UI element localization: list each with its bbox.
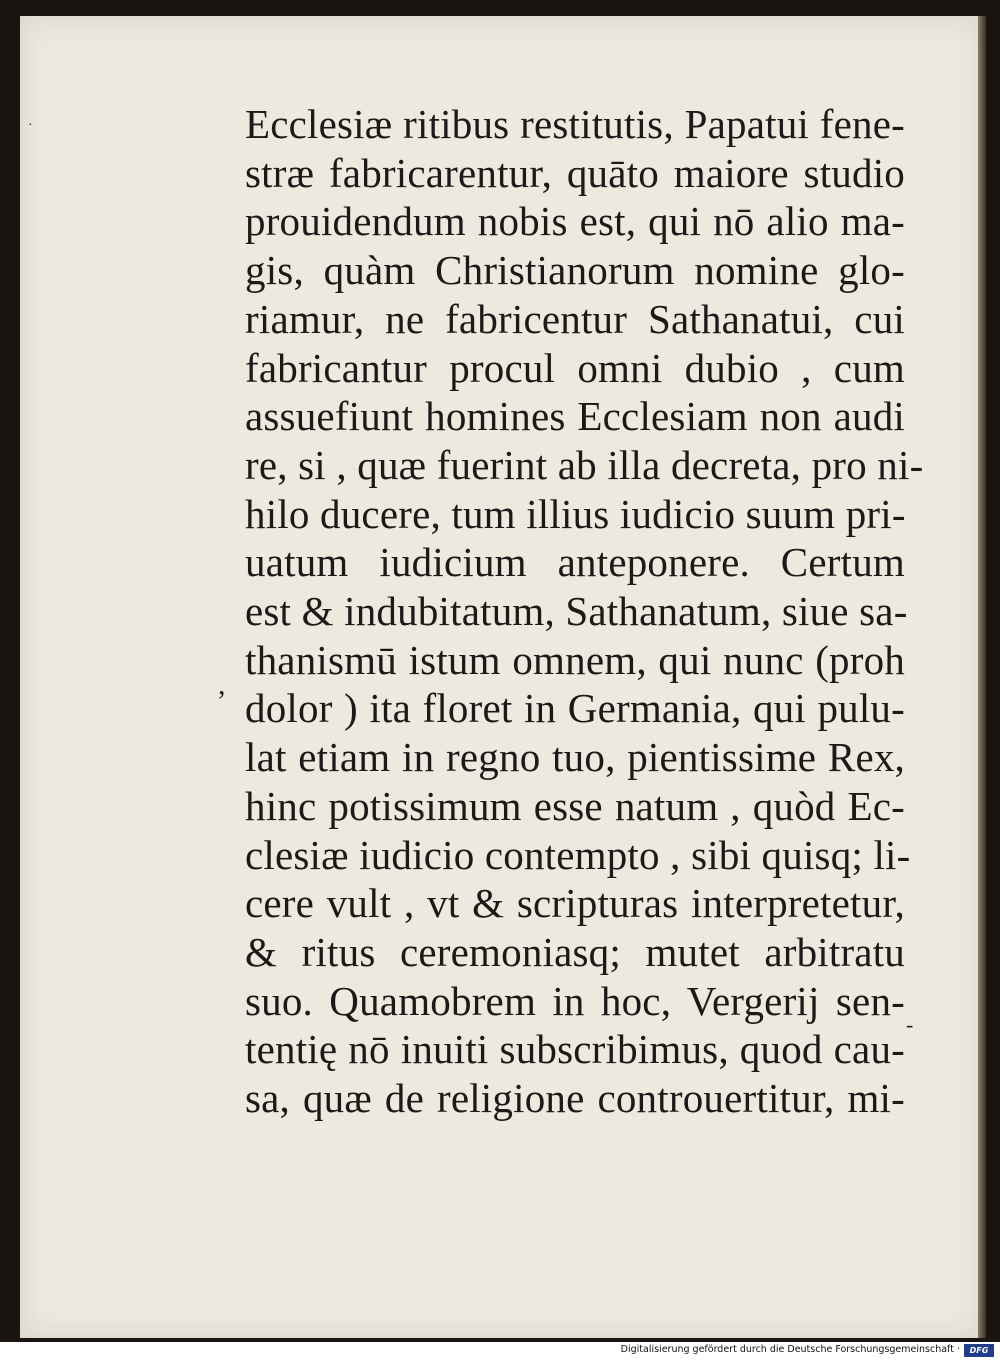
- margin-dash-mark: -: [906, 1012, 914, 1037]
- text-line: stræ fabricarentur, quāto maiore studio: [245, 149, 905, 196]
- body-text: [245, 100, 924, 1123]
- text-line: fabricantur procul omni dubio , cum: [245, 344, 905, 391]
- text-line: clesiæ iudicio contempto , sibi quisq; li-: [245, 831, 911, 878]
- text-line: riamur, ne fabricentur Sathanatui, cui: [245, 295, 905, 342]
- text-line: uatum iudicium anteponere. Certum: [245, 539, 905, 586]
- text-line: re, si , quæ fuerint ab illa decreta, pro ni-: [245, 441, 924, 488]
- text-line: thanismū istum omnem, qui nunc (proh: [245, 636, 905, 683]
- text-line: & ritus ceremoniasq; mutet arbitratu: [245, 928, 905, 975]
- text-line: lat etiam in regno tuo, pientissime Rex,: [245, 734, 905, 781]
- text-line: prouidendum nobis est, qui nō alio ma-: [245, 198, 905, 245]
- text-line: est & indubitatum, Sathanatum, siue sa-: [245, 588, 908, 635]
- page-edge-shadow: [978, 16, 986, 1338]
- text-line: Ecclesiæ ritibus restitutis, Papatui fene-: [245, 101, 905, 147]
- text-line: cere vult , vt & scripturas interpretetur,: [245, 880, 905, 927]
- text-line: suo. Quamobrem in hoc, Vergerij sen-: [245, 977, 905, 1024]
- text-line: gis, quàm Christianorum nomine glo-: [245, 247, 905, 294]
- text-line: dolor ) ita floret in Germania, qui pulu-: [245, 685, 905, 732]
- text-line: hilo ducere, tum illius iudicio suum pri-: [245, 490, 906, 537]
- text-line: hinc potissimum esse natum , quòd Ec-: [245, 782, 905, 829]
- footer-bar: [0, 1342, 1000, 1360]
- dfg-logo: DFG: [964, 1344, 994, 1357]
- text-line: sa, quæ de religione controuertitur, mi-: [245, 1075, 905, 1122]
- footer-credit-text: Digitalisierung gefördert durch die Deutsche Forschungsgemeinschaft ·: [620, 1344, 960, 1355]
- text-line: tentię nō inuiti subscribimus, quod cau-: [245, 1026, 905, 1073]
- text-line: assuefiunt homines Ecclesiam non audi: [245, 393, 905, 440]
- margin-comma-mark: ,: [218, 668, 226, 701]
- margin-dot-mark: ·: [28, 118, 33, 133]
